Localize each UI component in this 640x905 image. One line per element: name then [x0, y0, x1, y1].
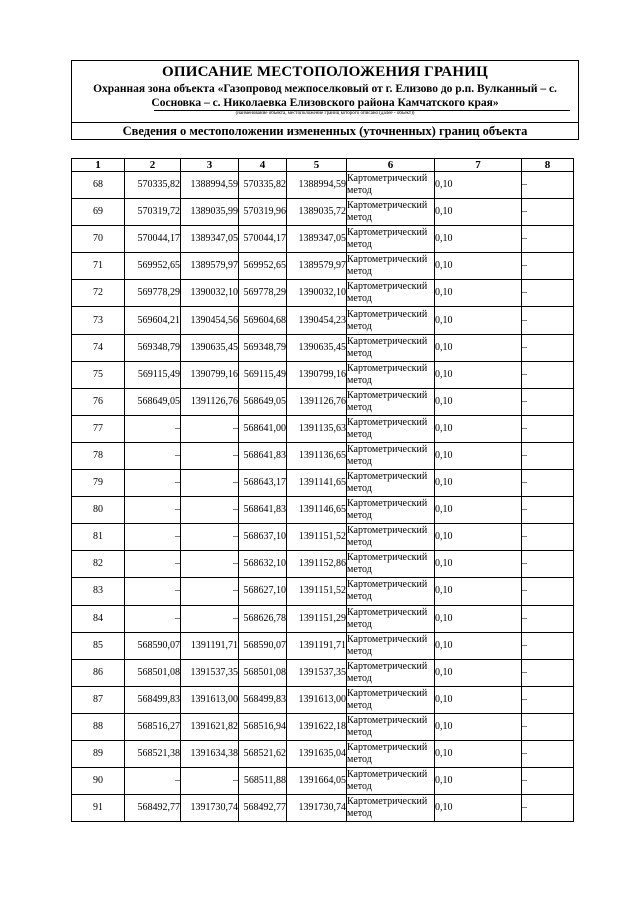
- y-old-coordinate: –: [181, 768, 239, 795]
- object-name: [78, 82, 572, 110]
- y-new-coordinate: 1390635,45: [287, 334, 347, 361]
- table-row: [72, 795, 574, 822]
- determination-method: Картометрический метод: [347, 713, 435, 740]
- point-number: 86: [72, 659, 125, 686]
- point-description: –: [522, 659, 574, 686]
- x-old-coordinate: 568499,83: [125, 686, 181, 713]
- y-new-coordinate: 1391151,52: [287, 524, 347, 551]
- point-number: 68: [72, 172, 125, 199]
- accuracy-value: 0,10: [435, 226, 522, 253]
- y-old-coordinate: –: [181, 578, 239, 605]
- point-number: 90: [72, 768, 125, 795]
- object-name-line-1: Охранная зона объекта «Газопровод межпоселковый от г. Елизово до р.п. Вулканный – с.: [93, 83, 557, 95]
- x-old-coordinate: 570044,17: [125, 226, 181, 253]
- y-new-coordinate: 1389579,97: [287, 253, 347, 280]
- table-row: [72, 713, 574, 740]
- point-description: –: [522, 470, 574, 497]
- accuracy-value: 0,10: [435, 524, 522, 551]
- x-old-coordinate: 570319,72: [125, 199, 181, 226]
- point-description: –: [522, 578, 574, 605]
- point-number: 72: [72, 280, 125, 307]
- table-row: [72, 253, 574, 280]
- table-body: [72, 172, 574, 822]
- point-description: –: [522, 524, 574, 551]
- x-new-coordinate: 569952,65: [239, 253, 287, 280]
- section-title: Сведения о местоположении измененных (уточненных) границ объекта: [122, 124, 528, 138]
- y-old-coordinate: 1388994,59: [181, 172, 239, 199]
- y-old-coordinate: 1391537,35: [181, 659, 239, 686]
- x-old-coordinate: –: [125, 768, 181, 795]
- x-new-coordinate: 568626,78: [239, 605, 287, 632]
- table-row: [72, 740, 574, 767]
- y-old-coordinate: 1391730,74: [181, 795, 239, 822]
- x-old-coordinate: 568590,07: [125, 632, 181, 659]
- y-old-coordinate: 1391634,38: [181, 740, 239, 767]
- x-old-coordinate: –: [125, 470, 181, 497]
- table-row: [72, 388, 574, 415]
- x-new-coordinate: 570335,82: [239, 172, 287, 199]
- point-description: –: [522, 226, 574, 253]
- accuracy-value: 0,10: [435, 686, 522, 713]
- table-row: [72, 524, 574, 551]
- x-old-coordinate: 568501,08: [125, 659, 181, 686]
- accuracy-value: 0,10: [435, 768, 522, 795]
- point-number: 69: [72, 199, 125, 226]
- determination-method: Картометрический метод: [347, 470, 435, 497]
- y-new-coordinate: 1391146,65: [287, 497, 347, 524]
- y-old-coordinate: –: [181, 605, 239, 632]
- x-old-coordinate: –: [125, 551, 181, 578]
- point-description: –: [522, 713, 574, 740]
- x-old-coordinate: 568492,77: [125, 795, 181, 822]
- point-description: –: [522, 740, 574, 767]
- y-old-coordinate: 1391613,00: [181, 686, 239, 713]
- x-new-coordinate: 568641,83: [239, 497, 287, 524]
- column-header-5: 5: [287, 159, 347, 172]
- x-new-coordinate: 570044,17: [239, 226, 287, 253]
- accuracy-value: 0,10: [435, 605, 522, 632]
- y-old-coordinate: 1391191,71: [181, 632, 239, 659]
- point-description: –: [522, 280, 574, 307]
- column-header-4: 4: [239, 159, 287, 172]
- x-old-coordinate: –: [125, 524, 181, 551]
- table-row: [72, 226, 574, 253]
- point-number: 91: [72, 795, 125, 822]
- accuracy-value: 0,10: [435, 659, 522, 686]
- accuracy-value: 0,10: [435, 415, 522, 442]
- x-new-coordinate: 568649,05: [239, 388, 287, 415]
- x-new-coordinate: 568499,83: [239, 686, 287, 713]
- x-old-coordinate: 568649,05: [125, 388, 181, 415]
- x-old-coordinate: –: [125, 442, 181, 469]
- x-new-coordinate: 568641,00: [239, 415, 287, 442]
- table-row: [72, 686, 574, 713]
- point-description: –: [522, 605, 574, 632]
- y-old-coordinate: 1389347,05: [181, 226, 239, 253]
- point-number: 82: [72, 551, 125, 578]
- object-name-line-2: Сосновка – с. Николаевка Елизовского района Камчатского края»: [151, 97, 499, 109]
- point-description: –: [522, 334, 574, 361]
- determination-method: Картометрический метод: [347, 632, 435, 659]
- determination-method: Картометрический метод: [347, 686, 435, 713]
- x-old-coordinate: 569778,29: [125, 280, 181, 307]
- accuracy-value: 0,10: [435, 388, 522, 415]
- point-description: –: [522, 442, 574, 469]
- table-row: [72, 659, 574, 686]
- point-number: 78: [72, 442, 125, 469]
- y-old-coordinate: 1391126,76: [181, 388, 239, 415]
- point-number: 89: [72, 740, 125, 767]
- determination-method: Картометрический метод: [347, 740, 435, 767]
- point-number: 87: [72, 686, 125, 713]
- x-old-coordinate: –: [125, 415, 181, 442]
- accuracy-value: 0,10: [435, 578, 522, 605]
- accuracy-value: 0,10: [435, 307, 522, 334]
- y-new-coordinate: 1390799,16: [287, 361, 347, 388]
- x-old-coordinate: 569348,79: [125, 334, 181, 361]
- y-new-coordinate: 1391613,00: [287, 686, 347, 713]
- y-old-coordinate: –: [181, 415, 239, 442]
- y-old-coordinate: –: [181, 497, 239, 524]
- y-new-coordinate: 1389035,72: [287, 199, 347, 226]
- y-new-coordinate: 1391141,65: [287, 470, 347, 497]
- accuracy-value: 0,10: [435, 442, 522, 469]
- y-old-coordinate: –: [181, 551, 239, 578]
- determination-method: Картометрический метод: [347, 605, 435, 632]
- point-description: –: [522, 199, 574, 226]
- point-number: 83: [72, 578, 125, 605]
- y-new-coordinate: 1390032,10: [287, 280, 347, 307]
- determination-method: Картометрический метод: [347, 334, 435, 361]
- point-number: 85: [72, 632, 125, 659]
- y-old-coordinate: 1389579,97: [181, 253, 239, 280]
- point-number: 79: [72, 470, 125, 497]
- x-new-coordinate: 568632,10: [239, 551, 287, 578]
- y-new-coordinate: 1391152,86: [287, 551, 347, 578]
- table-row: [72, 470, 574, 497]
- point-number: 73: [72, 307, 125, 334]
- column-header-2: 2: [125, 159, 181, 172]
- point-description: –: [522, 388, 574, 415]
- table-row: [72, 442, 574, 469]
- y-new-coordinate: 1391664,05: [287, 768, 347, 795]
- accuracy-value: 0,10: [435, 497, 522, 524]
- x-new-coordinate: 568643,17: [239, 470, 287, 497]
- x-new-coordinate: 569348,79: [239, 334, 287, 361]
- y-old-coordinate: 1391621,82: [181, 713, 239, 740]
- table-header-row: [72, 159, 574, 172]
- object-name-caption: (наименование объекта, местоположение границ которого описано (далее - объект)): [235, 111, 415, 116]
- column-header-8: 8: [522, 159, 574, 172]
- y-new-coordinate: 1391635,04: [287, 740, 347, 767]
- point-description: –: [522, 795, 574, 822]
- table-row: [72, 497, 574, 524]
- accuracy-value: 0,10: [435, 361, 522, 388]
- y-new-coordinate: 1391537,35: [287, 659, 347, 686]
- x-new-coordinate: 568516,94: [239, 713, 287, 740]
- table-row: [72, 551, 574, 578]
- determination-method: Картометрический метод: [347, 442, 435, 469]
- point-description: –: [522, 415, 574, 442]
- determination-method: Картометрический метод: [347, 578, 435, 605]
- x-old-coordinate: –: [125, 605, 181, 632]
- y-new-coordinate: 1391136,65: [287, 442, 347, 469]
- x-new-coordinate: 568521,62: [239, 740, 287, 767]
- y-new-coordinate: 1390454,23: [287, 307, 347, 334]
- x-new-coordinate: 568511,88: [239, 768, 287, 795]
- determination-method: Картометрический метод: [347, 307, 435, 334]
- x-old-coordinate: 568516,27: [125, 713, 181, 740]
- table-row: [72, 768, 574, 795]
- column-header-3: 3: [181, 159, 239, 172]
- table-row: [72, 280, 574, 307]
- y-new-coordinate: 1391151,52: [287, 578, 347, 605]
- determination-method: Картометрический метод: [347, 199, 435, 226]
- point-description: –: [522, 361, 574, 388]
- x-new-coordinate: 568627,10: [239, 578, 287, 605]
- x-old-coordinate: 570335,82: [125, 172, 181, 199]
- y-new-coordinate: 1391126,76: [287, 388, 347, 415]
- y-old-coordinate: 1389035,99: [181, 199, 239, 226]
- y-old-coordinate: 1390454,56: [181, 307, 239, 334]
- y-old-coordinate: –: [181, 524, 239, 551]
- determination-method: Картометрический метод: [347, 226, 435, 253]
- point-number: 76: [72, 388, 125, 415]
- determination-method: Картометрический метод: [347, 253, 435, 280]
- point-number: 84: [72, 605, 125, 632]
- determination-method: Картометрический метод: [347, 497, 435, 524]
- document-title: ОПИСАНИЕ МЕСТОПОЛОЖЕНИЯ ГРАНИЦ: [162, 64, 488, 80]
- determination-method: Картометрический метод: [347, 659, 435, 686]
- accuracy-value: 0,10: [435, 280, 522, 307]
- table-row: [72, 605, 574, 632]
- table-row: [72, 578, 574, 605]
- column-header-6: 6: [347, 159, 435, 172]
- x-new-coordinate: 569604,68: [239, 307, 287, 334]
- point-number: 71: [72, 253, 125, 280]
- table-row: [72, 415, 574, 442]
- table-row: [72, 172, 574, 199]
- x-old-coordinate: –: [125, 497, 181, 524]
- y-new-coordinate: 1391730,74: [287, 795, 347, 822]
- point-number: 70: [72, 226, 125, 253]
- y-old-coordinate: 1390032,10: [181, 280, 239, 307]
- table-row: [72, 307, 574, 334]
- accuracy-value: 0,10: [435, 253, 522, 280]
- point-description: –: [522, 253, 574, 280]
- column-header-1: 1: [72, 159, 125, 172]
- x-old-coordinate: 569604,21: [125, 307, 181, 334]
- y-new-coordinate: 1391151,29: [287, 605, 347, 632]
- determination-method: Картометрический метод: [347, 415, 435, 442]
- determination-method: Картометрический метод: [347, 172, 435, 199]
- y-new-coordinate: 1391622,18: [287, 713, 347, 740]
- determination-method: Картометрический метод: [347, 768, 435, 795]
- y-new-coordinate: 1388994,59: [287, 172, 347, 199]
- accuracy-value: 0,10: [435, 795, 522, 822]
- x-old-coordinate: 569115,49: [125, 361, 181, 388]
- y-new-coordinate: 1389347,05: [287, 226, 347, 253]
- point-description: –: [522, 632, 574, 659]
- accuracy-value: 0,10: [435, 334, 522, 361]
- x-new-coordinate: 568637,10: [239, 524, 287, 551]
- accuracy-value: 0,10: [435, 172, 522, 199]
- point-description: –: [522, 768, 574, 795]
- accuracy-value: 0,10: [435, 713, 522, 740]
- y-old-coordinate: –: [181, 470, 239, 497]
- table-row: [72, 199, 574, 226]
- x-old-coordinate: –: [125, 578, 181, 605]
- determination-method: Картометрический метод: [347, 361, 435, 388]
- accuracy-value: 0,10: [435, 551, 522, 578]
- table-row: [72, 361, 574, 388]
- y-old-coordinate: 1390799,16: [181, 361, 239, 388]
- determination-method: Картометрический метод: [347, 524, 435, 551]
- y-old-coordinate: –: [181, 442, 239, 469]
- point-number: 74: [72, 334, 125, 361]
- accuracy-value: 0,10: [435, 199, 522, 226]
- accuracy-value: 0,10: [435, 470, 522, 497]
- point-description: –: [522, 686, 574, 713]
- accuracy-value: 0,10: [435, 740, 522, 767]
- determination-method: Картометрический метод: [347, 280, 435, 307]
- x-old-coordinate: 568521,38: [125, 740, 181, 767]
- coordinates-table: [71, 158, 574, 822]
- x-new-coordinate: 568501,08: [239, 659, 287, 686]
- y-new-coordinate: 1391135,63: [287, 415, 347, 442]
- point-number: 88: [72, 713, 125, 740]
- accuracy-value: 0,10: [435, 632, 522, 659]
- determination-method: Картометрический метод: [347, 388, 435, 415]
- x-new-coordinate: 568590,07: [239, 632, 287, 659]
- point-number: 80: [72, 497, 125, 524]
- y-new-coordinate: 1391191,71: [287, 632, 347, 659]
- point-description: –: [522, 551, 574, 578]
- determination-method: Картометрический метод: [347, 551, 435, 578]
- x-old-coordinate: 569952,65: [125, 253, 181, 280]
- x-new-coordinate: 568641,83: [239, 442, 287, 469]
- point-number: 75: [72, 361, 125, 388]
- point-description: –: [522, 172, 574, 199]
- x-new-coordinate: 569778,29: [239, 280, 287, 307]
- x-new-coordinate: 570319,96: [239, 199, 287, 226]
- point-number: 77: [72, 415, 125, 442]
- point-number: 81: [72, 524, 125, 551]
- x-new-coordinate: 569115,49: [239, 361, 287, 388]
- column-header-7: 7: [435, 159, 522, 172]
- table-row: [72, 334, 574, 361]
- y-old-coordinate: 1390635,45: [181, 334, 239, 361]
- document-header: [71, 60, 579, 140]
- x-new-coordinate: 568492,77: [239, 795, 287, 822]
- determination-method: Картометрический метод: [347, 795, 435, 822]
- table-row: [72, 632, 574, 659]
- point-description: –: [522, 497, 574, 524]
- point-description: –: [522, 307, 574, 334]
